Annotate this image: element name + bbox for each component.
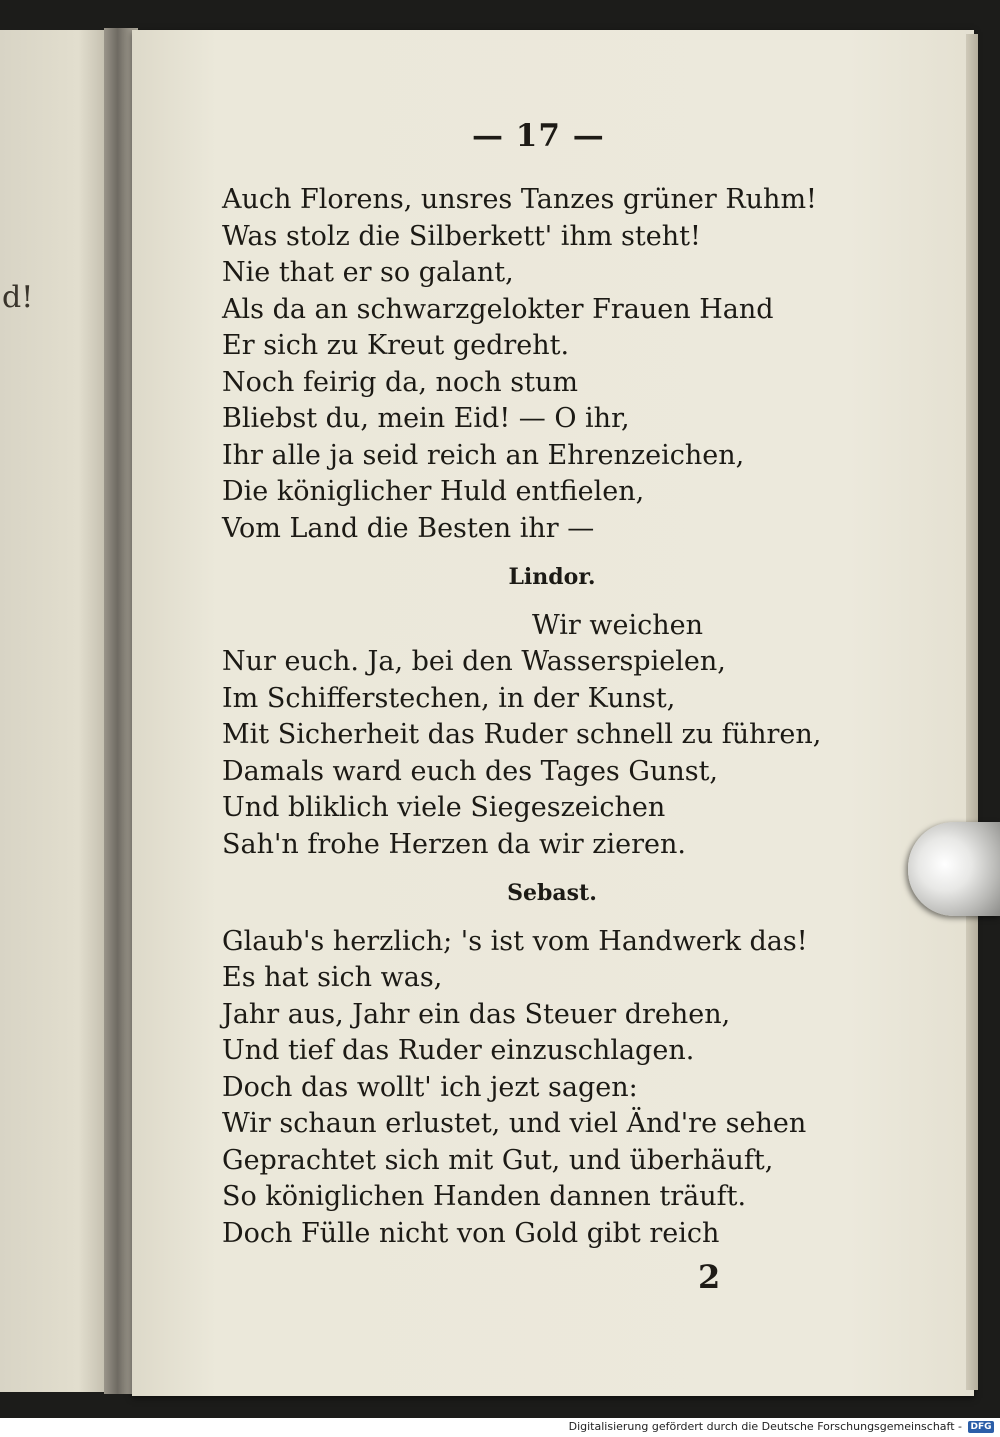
verse-line: Geprachtet sich mit Gut, und überhäuft, [222, 1144, 774, 1176]
footer-bar [0, 1418, 1000, 1437]
verse-line: Was stolz die Silberkett' ihm steht! [222, 220, 701, 252]
verse-line: Es hat sich was, [222, 962, 443, 993]
verse-line: Mit Sicherheit das Ruder schnell zu führen, [222, 719, 822, 750]
verse-line: Als da an schwarzgelokter Frauen Hand [222, 293, 774, 325]
line-spacer [222, 596, 802, 608]
verse-line: Damals ward euch des Tages Gunst, [222, 755, 719, 787]
verse-line: Wir schaun erlustet, und viel Änd're sehen [222, 1108, 807, 1139]
verse-line: Noch feirig da, noch stum [222, 366, 578, 398]
sheet-signature: 2 [698, 1258, 721, 1296]
verse-line: Jahr aus, Jahr ein das Steuer drehen, [222, 998, 731, 1030]
verse-line: So königlichen Handen dannen träuft. [222, 1181, 747, 1212]
verse-line: Und tief das Ruder einzuschlagen. [222, 1035, 695, 1066]
left-page [0, 30, 112, 1392]
verse-line: Vom Land die Besten ihr — [222, 512, 595, 544]
verse-line: Die königlicher Huld entfielen, [222, 476, 645, 507]
verse-line: Bliebst du, mein Eid! — O ihr, [222, 403, 630, 434]
line-spacer [222, 912, 802, 924]
verse-line: Wir weichen [532, 609, 704, 641]
dfg-logo-icon: DFG [968, 1421, 994, 1433]
speaker-name: Sebast. [507, 880, 597, 906]
verse-line: Auch Florens, unsres Tanzes grüner Ruhm! [222, 184, 817, 215]
page-edge [966, 34, 978, 1390]
verse-line: Nie that er so galant, [222, 257, 514, 288]
verse-line: Er sich zu Kreut gedreht. [222, 330, 570, 361]
verse-line: Sah'n frohe Herzen da wir zieren. [222, 828, 686, 860]
verse-line: Ihr alle ja seid reich an Ehrenzeichen, [222, 439, 745, 471]
line-spacer [222, 863, 802, 875]
left-page-fragment: d! [2, 280, 34, 315]
page-number: — 17 — [472, 118, 605, 154]
verse-line: Im Schifferstechen, in der Kunst, [222, 682, 676, 714]
verse-line: Doch Fülle nicht von Gold gibt reich [222, 1217, 720, 1249]
verse-line: Doch das wollt' ich jezt sagen: [222, 1071, 638, 1103]
line-spacer [222, 547, 802, 559]
speaker-name: Lindor. [508, 564, 596, 590]
verse-line: Glaub's herzlich; 's ist vom Handwerk das! [222, 925, 808, 957]
page-clip [908, 822, 1000, 916]
funding-notice: Digitalisierung gefördert durch die Deutsche Forschungsgemeinschaft - [568, 1420, 962, 1433]
poem-text [222, 182, 822, 1252]
verse-line: Nur euch. Ja, bei den Wasserspielen, [222, 646, 726, 677]
verse-line: Und bliklich viele Siegeszeichen [222, 792, 666, 823]
